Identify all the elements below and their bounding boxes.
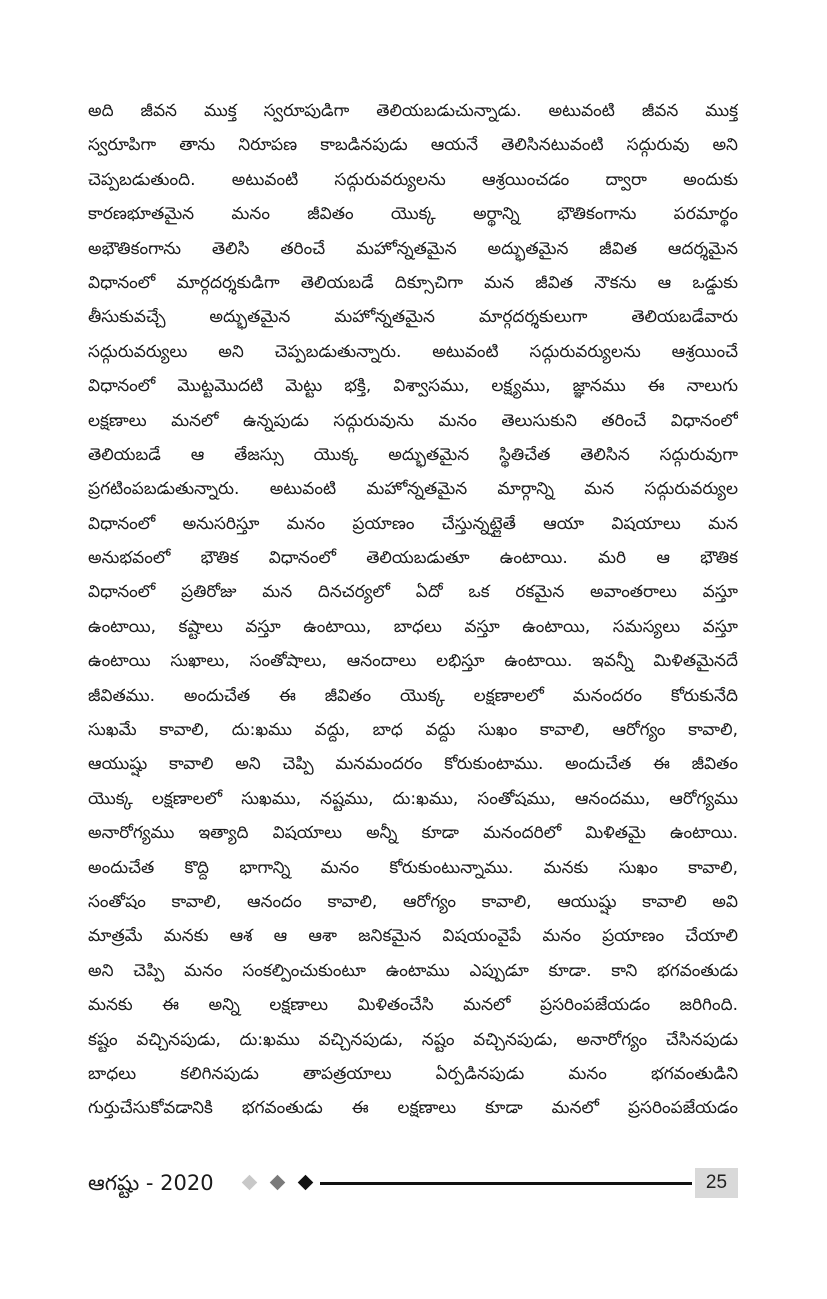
body-line: సుఖమే కావాలి, దు:ఖము వద్దు, బాధ వద్దు సుఖం కావాలి, ఆరోగ్యం కావాలి, [88,720,738,741]
body-line: లక్షణాలు మనలో ఉన్నపుడు సద్గురువును మనం తెలుసుకుని తరించే విధానంలో [88,410,738,431]
body-line: యొక్క లక్షణాలలో సుఖము, నష్టము, దు:ఖము, సంతోషము, ఆనందము, ఆరోగ్యము [88,788,738,809]
body-line: విధానంలో ప్రతిరోజు మన దినచర్యలో ఏదో ఒక రకమైన అవాంతరాలు వస్తూ [88,582,738,603]
body-line: మాత్రమే మనకు ఆశ ఆ ఆశా జనికమైన విషయంవైపే మనం ప్రయాణం చేయాలి [88,926,738,947]
body-line: అది జీవన ముక్త స్వరూపుడిగా తెలియబడుచున్నాడు. అటువంటి జీవన ముక్త [88,101,738,121]
body-line: అని చెప్పి మనం సంకల్పించుకుంటూ ఉంటాము ఎప్పుడూ కూడా. కాని భగవంతుడు [88,960,738,981]
body-line: ప్రగటింపబడుతున్నారు. అటువంటి మహోన్నతమైన మార్గాన్ని మన సద్గురువర్యుల [88,479,738,500]
body-line: గుర్తుచేసుకోవడానికి భగవంతుడు ఈ లక్షణాలు కూడా మనలో ప్రసరింపజేయడం [88,1098,738,1119]
body-line: మనకు ఈ అన్ని లక్షణాలు మిళితంచేసి మనలో ప్రసరింపజేయడం జరిగింది. [88,995,738,1016]
body-line: జీవితము. అందుచేత ఈ జీవితం యొక్క లక్షణాలలో మనందరం కోరుకునేది [88,685,738,706]
body-line: విధానంలో మొట్టమొదటి మెట్టు భక్తి, విశ్వాసము, లక్ష్యము, జ్ఞానము ఈ నాలుగు [88,376,738,397]
body-line: కష్టం వచ్చినపుడు, దు:ఖము వచ్చినపుడు, నష్టం వచ్చినపుడు, అనారోగ్యం చేసినపుడు [88,1029,738,1050]
body-line: చెప్పబడుతుంది. అటువంటి సద్గురువర్యులను ఆశ్రయించడం ద్వారా అందుకు [88,169,738,190]
light-diamond-ornament [242,1175,258,1191]
body-line: విధానంలో మార్గదర్శకుడిగా తెలియబడే దిక్సూచిగా మన జీవిత నౌకను ఆ ఒడ్డుకు [88,272,738,293]
body-line: అనుభవంలో భౌతిక విధానంలో తెలియబడుతూ ఉంటాయి. మరి ఆ భౌతిక [88,548,738,569]
footer-issue-title: ఆగష్టు - 2020 [88,1171,214,1195]
body-line: విధానంలో అనుసరిస్తూ మనం ప్రయాణం చేస్తున్నట్లైతే ఆయా విషయాలు మన [88,513,738,534]
body-text [88,94,738,1126]
body-line: సంతోషం కావాలి, ఆనందం కావాలి, ఆరోగ్యం కావాలి, ఆయుష్షు కావాలి అవి [88,891,738,912]
page-footer [88,1168,738,1198]
mid-diamond-ornament [270,1175,286,1191]
page-number: 25 [695,1168,738,1198]
body-line: అందుచేత కొద్ది భాగాన్ని మనం కోరుకుంటున్నాము. మనకు సుఖం కావాలి, [88,857,738,878]
body-line: తీసుకువచ్చే అద్భుతమైన మహోన్నతమైన మార్గదర్శకులుగా తెలియబడేవారు [88,307,738,328]
footer-rule [320,1182,692,1185]
body-line: కారణభూతమైన మనం జీవితం యొక్క అర్థాన్ని భౌతికంగాను పరమార్థం [88,204,738,225]
body-line: అభౌతికంగాను తెలిసి తరించే మహోన్నతమైన అద్భుతమైన జీవిత ఆదర్శమైన [88,238,738,259]
body-line: తెలియబడే ఆ తేజస్సు యొక్క అద్భుతమైన స్థితిచేత తెలిసిన సద్గురువుగా [88,444,738,465]
body-line: స్వరూపిగా తాను నిరూపణ కాబడినపుడు ఆయనే తెలిసినటువంటి సద్గురువు అని [88,135,738,156]
body-line: ఆయుష్షు కావాలి అని చెప్పి మనమందరం కోరుకుంటాము. అందుచేత ఈ జీవితం [88,754,738,775]
dark-diamond-ornament [298,1175,314,1191]
body-line: అనారోగ్యము ఇత్యాది విషయాలు అన్నీ కూడా మనందరిలో మిళితమై ఉంటాయి. [88,823,738,844]
body-line: ఉంటాయి సుఖాలు, సంతోషాలు, ఆనందాలు లభిస్తూ ఉంటాయి. ఇవన్నీ మిళితమైనదే [88,651,738,672]
body-line: ఉంటాయి, కష్టాలు వస్తూ ఉంటాయి, బాధలు వస్తూ ఉంటాయి, సమస్యలు వస్తూ [88,616,738,637]
body-line: బాధలు కలిగినపుడు తాపత్రయాలు ఏర్పడినపుడు మనం భగవంతుడిని [88,1063,738,1084]
body-line: సద్గురువర్యులు అని చెప్పబడుతున్నారు. అటువంటి సద్గురువర్యులను ఆశ్రయించే [88,341,738,362]
